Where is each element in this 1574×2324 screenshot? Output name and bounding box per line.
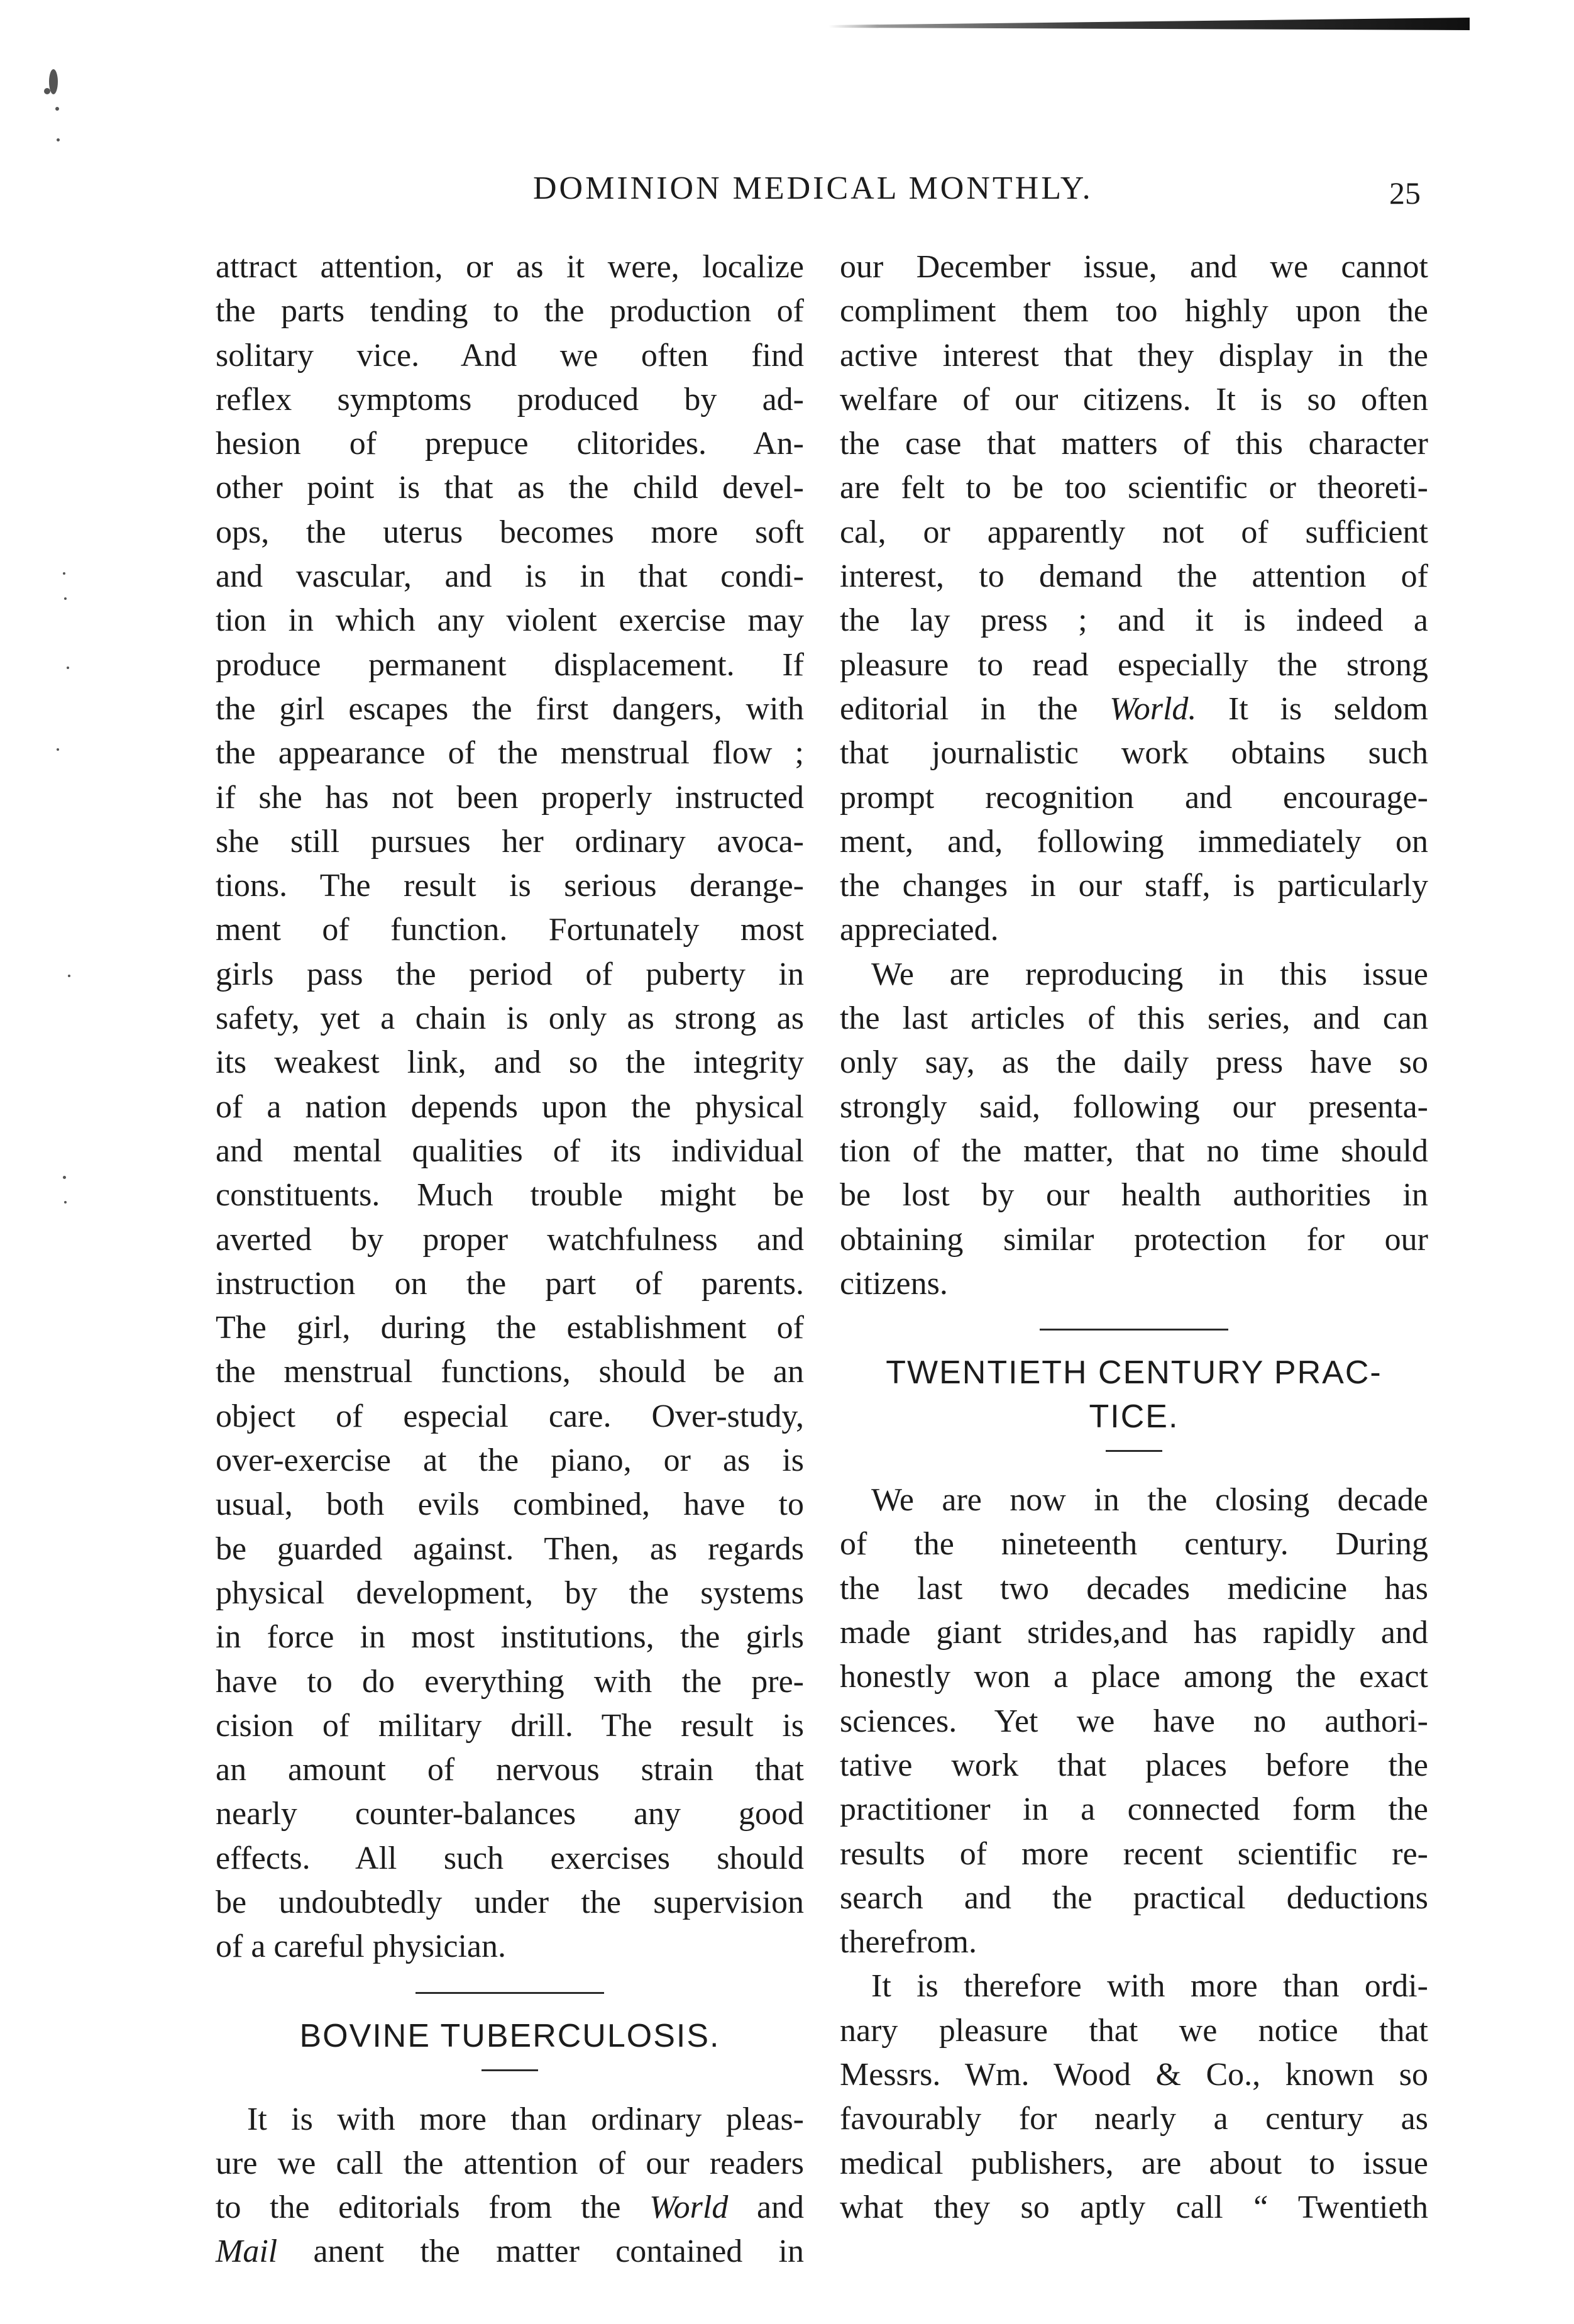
text-line: constituents. Much trouble might be [216,1177,804,1214]
text-fragment: It is seldom [1228,690,1428,727]
text-line: search and the practical deductions [840,1879,1428,1916]
text-line: are felt to be too scientific or theoreti- [840,470,1428,506]
text-line: prompt recognition and encourage- [840,779,1428,816]
paragraph-press-editorials [840,245,1428,953]
text-line: the menstrual functions, should be an [216,1354,804,1390]
text-line: girls pass the period of puberty in [216,956,804,992]
heading-twentieth-century-practice: TWENTIETH CENTURY PRAC- [886,1354,1382,1392]
text-line: interest, to demand the attention of [840,558,1428,595]
text-line: be undoubtedly under the supervision [216,1884,804,1920]
text-line: over-exercise at the piano, or as is [216,1442,804,1479]
text-line: pleasure to read especially the strong [840,646,1428,683]
text-line: of a careful physician. [216,1928,507,1965]
text-line: the lay press ; and it is indeed a [840,602,1428,639]
text-line [216,2186,804,2230]
text-line: only say, as the daily press have so [840,1044,1428,1081]
text-line [840,687,1428,731]
italic-newspaper-name: Mail [216,2233,278,2270]
text-line: results of more recent scientific re- [840,1835,1428,1872]
text-line: averted by proper watchfulness and [216,1221,804,1258]
text-line: have to do everything with the pre- [216,1663,804,1700]
text-line: tions. The result is serious derange- [216,868,804,904]
text-line: its weakest link, and so the integrity [216,1044,804,1081]
text-line: sciences. Yet we have no authori- [840,1703,1428,1739]
text-line: made giant strides,and has rapidly and [840,1615,1428,1651]
text-fragment: anent the matter contained in [313,2233,804,2270]
paragraph-closing-decade [840,1478,1428,1964]
heading-bovine-tuberculosis: BOVINE TUBERCULOSIS. [299,2017,720,2054]
text-line: effects. All such exercises should [216,1840,804,1876]
text-line: the parts tending to the production of [216,293,804,329]
text-line: that journalistic work obtains such [840,735,1428,772]
text-line: medical publishers, are about to issue [840,2145,1428,2181]
text-line: physical development, by the systems [216,1574,804,1611]
text-line: appreciated. [840,912,999,948]
text-line: produce permanent displacement. If [216,646,804,683]
text-line: be lost by our health authorities in [840,1177,1428,1214]
paragraph-solitary-vice [216,245,804,1969]
text-line: hesion of prepuce clitorides. An- [216,426,804,462]
text-line: It is with more than ordinary pleas- [247,2101,804,2137]
text-line: in force in most institutions, the girls [216,1619,804,1656]
text-line: cision of military drill. The result is [216,1707,804,1744]
text-line: honestly won a place among the exact [840,1659,1428,1695]
text-line: nary pleasure that we notice that [840,2012,1428,2049]
text-line: the changes in our staff, is particularly [840,868,1428,904]
text-line: citizens. [840,1265,948,1302]
margin-print-specks [38,69,75,1704]
text-line: therefrom. [840,1924,977,1961]
text-line: of a nation depends upon the physical [216,1088,804,1125]
text-line: the last articles of this series, and can [840,1000,1428,1037]
text-line: solitary vice. And we often find [216,337,804,374]
text-line: ops, the uterus becomes more soft [216,514,804,550]
text-line: what they so aptly call “ Twentieth [840,2189,1428,2225]
paragraph-wm-wood [840,1964,1428,2230]
italic-newspaper-name: World. [1109,690,1197,727]
text-line: favourably for nearly a century as [840,2101,1428,2137]
text-line: she still pursues her ordinary avoca- [216,823,804,860]
paragraph-bovine-tuberculosis [216,2098,804,2274]
text-line: be guarded against. Then, as regards [216,1530,804,1567]
text-line: tion of the matter, that no time should [840,1132,1428,1169]
section-divider [1040,1329,1228,1331]
text-line: Messrs. Wm. Wood & Co., known so [840,2056,1428,2093]
top-printed-rule [828,18,1470,30]
text-line: ment, and, following immediately on [840,823,1428,860]
text-line: of the nineteenth century. During [840,1526,1428,1563]
text-line: an amount of nervous strain that [216,1752,804,1788]
text-fragment: and [756,2189,805,2226]
section-divider [416,1992,604,1994]
text-line: practitioner in a connected form the [840,1791,1428,1828]
text-line: attract attention, or as it were, localize [216,249,804,285]
text-line: ment of function. Fortunately most [216,912,804,948]
text-line: strongly said, following our presenta- [840,1088,1428,1125]
left-column [216,245,804,2274]
text-line: the girl escapes the first dangers, with [216,690,804,727]
journal-title: DOMINION MEDICAL MONTHLY. [533,170,1093,206]
text-line: if she has not been properly instructed [216,779,804,816]
text-line: other point is that as the child devel- [216,470,804,506]
text-line: the appearance of the menstrual flow ; [216,735,804,772]
text-line: reflex symptoms produced by ad- [216,381,804,418]
paragraph-reproducing-articles [840,953,1428,1306]
heading-twentieth-century-practice-cont: TICE. [1089,1398,1179,1436]
text-fragment: editorial in the [840,690,1078,727]
text-line: and mental qualities of its individual [216,1132,804,1169]
text-line: safety, yet a chain is only as strong as [216,1000,804,1037]
text-line: We are now in the closing decade [871,1482,1428,1519]
text-line: It is therefore with more than ordi- [871,1968,1428,2005]
text-line: instruction on the part of parents. [216,1265,804,1302]
text-line: object of especial care. Over-study, [216,1398,804,1434]
text-line [216,2230,804,2274]
text-line: and vascular, and is in that condi- [216,558,804,595]
right-column [840,245,1428,2230]
text-line: active interest that they display in the [840,337,1428,374]
text-line: nearly counter-balances any good [216,1796,804,1832]
heading-underline [482,2069,538,2071]
text-line: our December issue, and we cannot [840,249,1428,285]
heading-underline [1106,1450,1162,1452]
text-line: cal, or apparently not of sufficient [840,514,1428,550]
italic-newspaper-name: World [649,2189,729,2226]
text-line: usual, both evils combined, have to [216,1486,804,1523]
text-line: obtaining similar protection for our [840,1221,1428,1258]
text-line: We are reproducing in this issue [871,956,1428,992]
text-line: compliment them too highly upon the [840,293,1428,329]
text-line: ure we call the attention of our readers [216,2145,804,2181]
text-line: the last two decades medicine has [840,1570,1428,1607]
text-fragment: to the editorials from the [216,2189,621,2226]
running-head [0,170,1574,220]
text-line: The girl, during the establishment of [216,1310,804,1346]
text-line: welfare of our citizens. It is so often [840,381,1428,418]
page-number: 25 [1389,175,1421,211]
text-line: tative work that places before the [840,1747,1428,1783]
text-line: tion in which any violent exercise may [216,602,804,639]
text-line: the case that matters of this character [840,426,1428,462]
